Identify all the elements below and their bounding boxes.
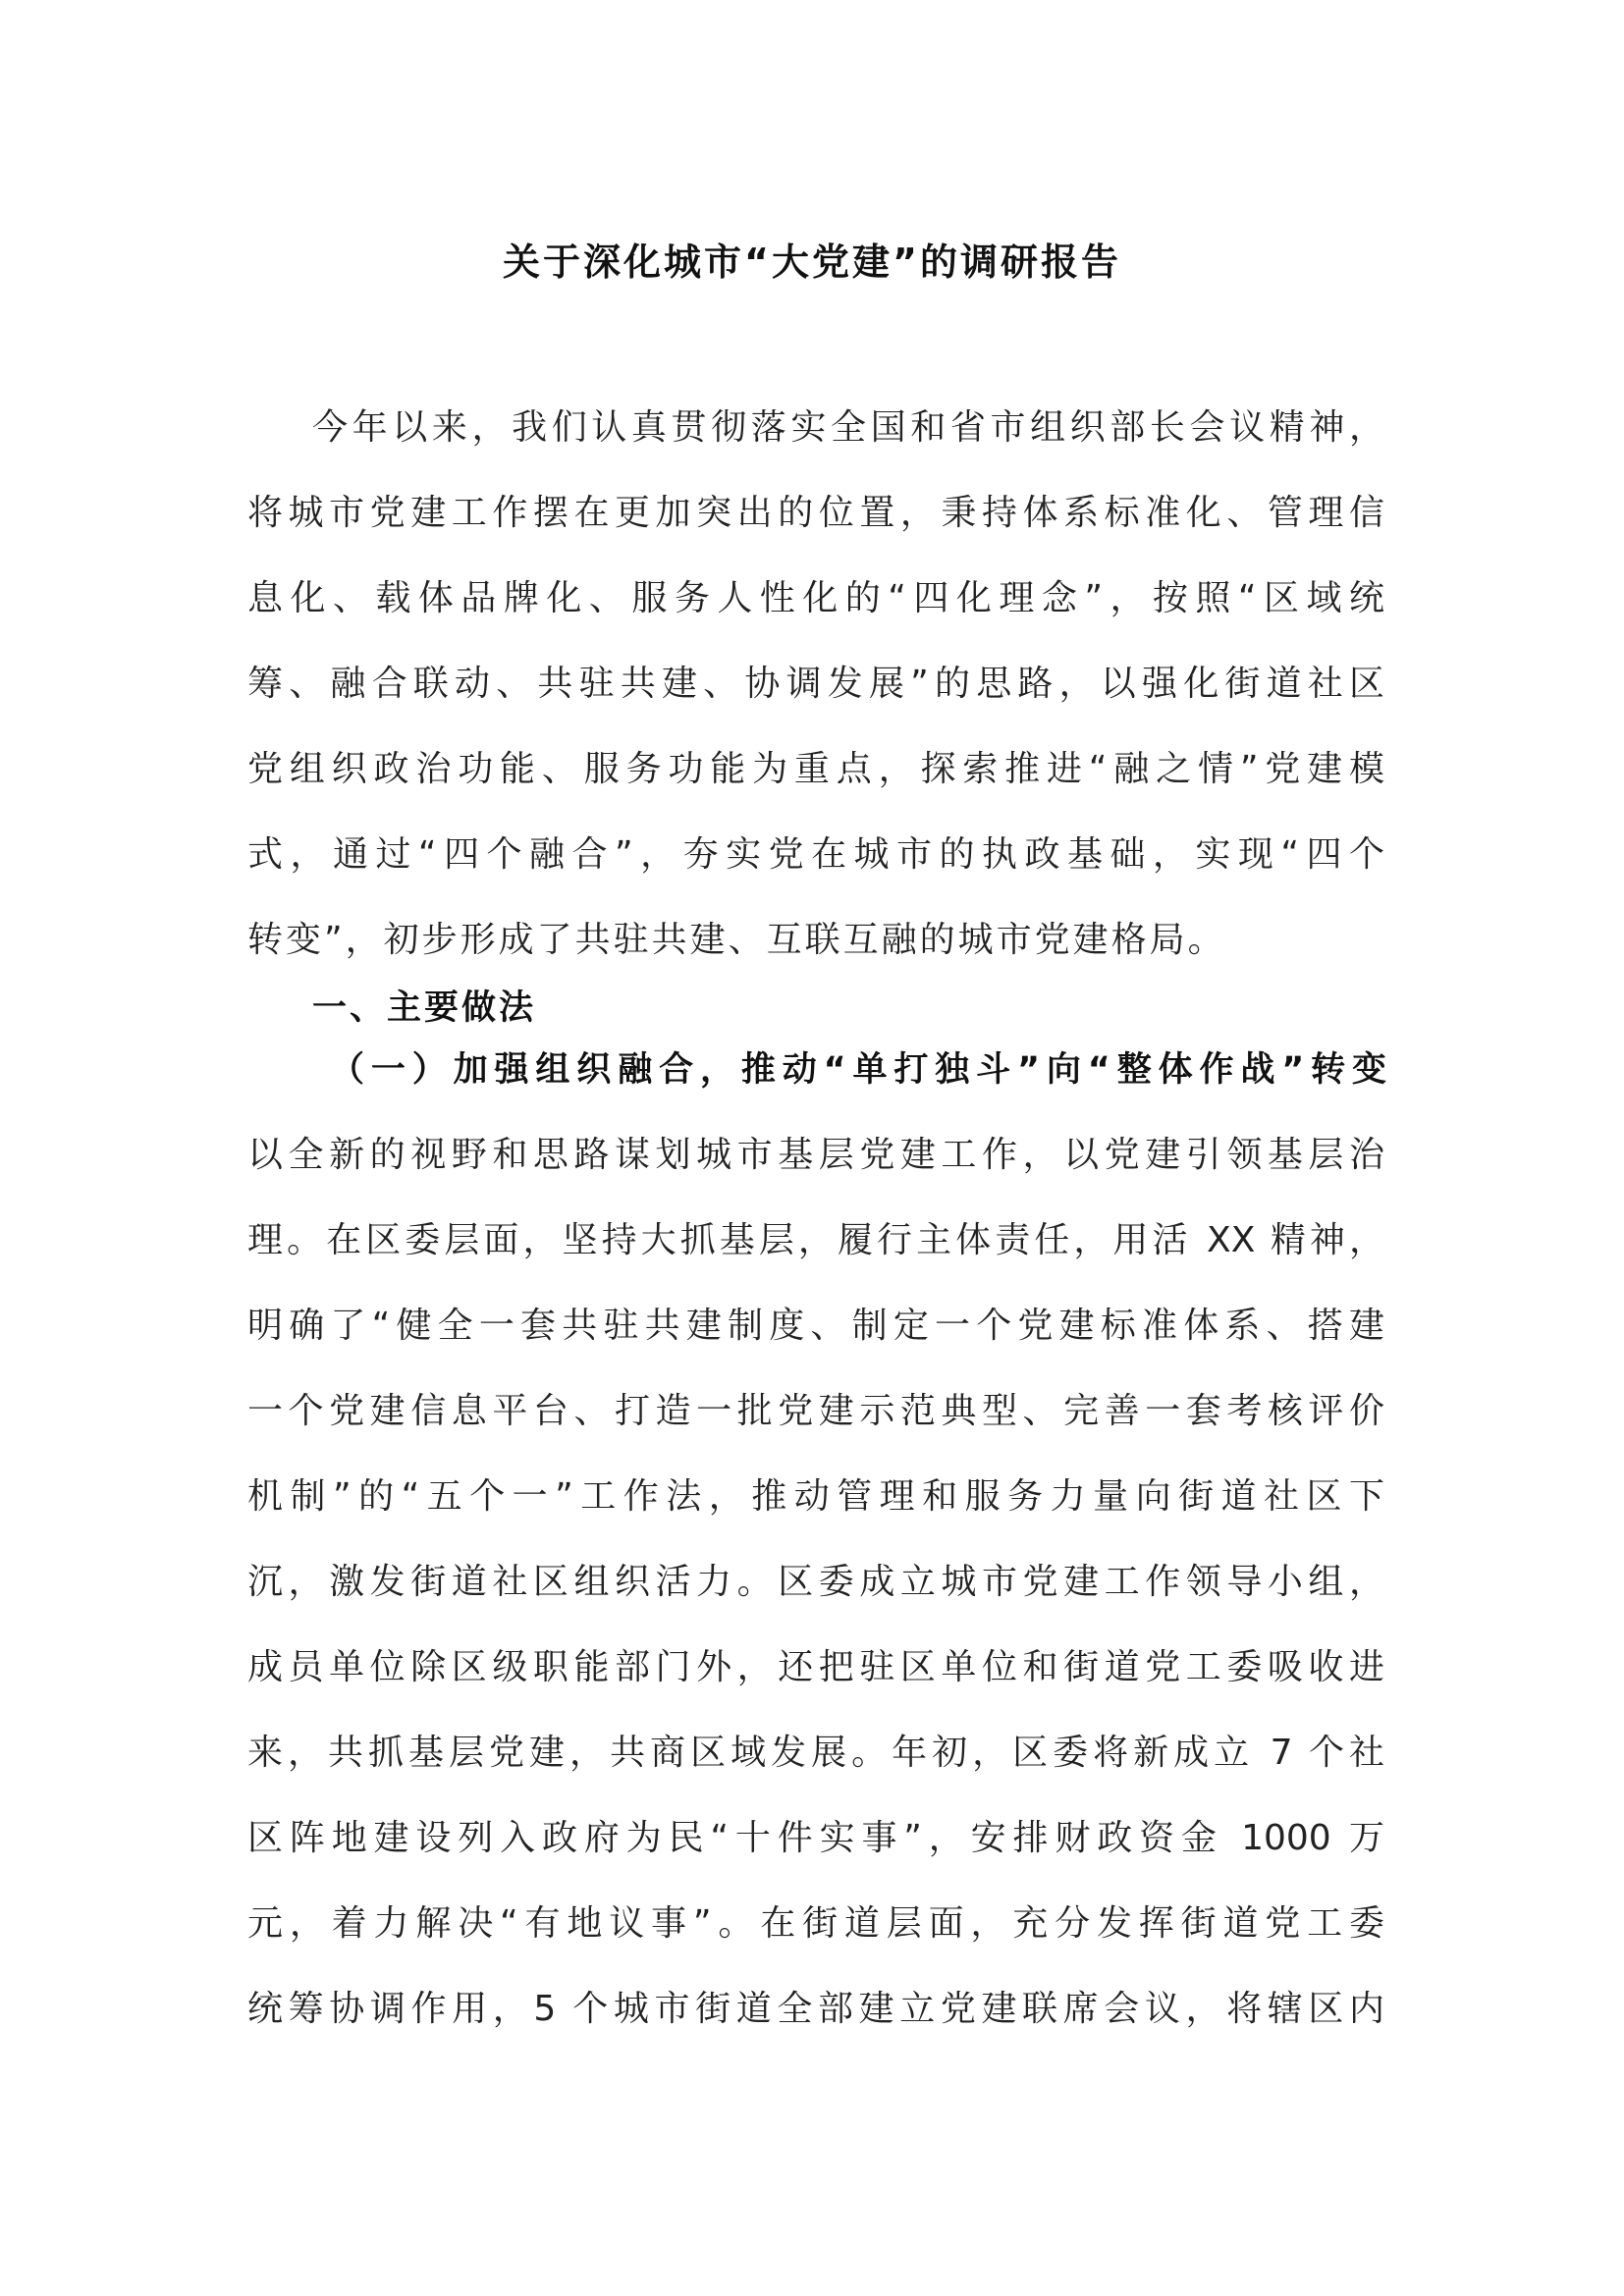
document-title: 关于深化城市“大党建”的调研报告 (503, 240, 1121, 284)
body-line: 来，共抓基层党建，共商区域发展。年初，区委将新成立 7 个社 (247, 1733, 1384, 1773)
body-line: 理。在区委层面，坚持大抓基层，履行主体责任，用活 XX 精神， (247, 1220, 1384, 1260)
intro-line: 今年以来，我们认真贯彻落实全国和省市组织部长会议精神， (312, 407, 1384, 448)
intro-line: 将城市党建工作摆在更加突出的位置，秉持体系标准化、管理信 (247, 493, 1384, 533)
subsection-heading: （一）加强组织融合，推动“单打独斗”向“整体作战”转变 (330, 1050, 1386, 1090)
body-line: 机制”的“五个一”工作法，推动管理和服务力量向街道社区下 (247, 1476, 1384, 1517)
body-line: 元，着力解决“有地议事”。在街道层面，充分发挥街道党工委 (247, 1903, 1384, 1944)
body-line: 统筹协调作用，5 个城市街道全部建立党建联席会议，将辖区内 (247, 1989, 1384, 2029)
intro-line: 式，通过“四个融合”，夯实党在城市的执政基础，实现“四个 (247, 834, 1384, 875)
body-line: 成员单位除区级职能部门外，还把驻区单位和街道党工委吸收进 (247, 1647, 1384, 1687)
body-line: 沉，激发街道社区组织活力。区委成立城市党建工作领导小组， (247, 1562, 1384, 1602)
intro-line: 党组织政治功能、服务功能为重点，探索推进“融之情”党建模 (247, 749, 1384, 789)
section-heading: 一、主要做法 (312, 988, 537, 1028)
intro-line: 筹、融合联动、共驻共建、协调发展”的思路，以强化街道社区 (247, 664, 1384, 704)
intro-line: 转变”，初步形成了共驻共建、互联互融的城市党建格局。 (247, 920, 1226, 960)
intro-line: 息化、载体品牌化、服务人性化的“四化理念”，按照“区域统 (247, 578, 1384, 618)
body-line: 区阵地建设列入政府为民“十件实事”，安排财政资金 1000 万 (247, 1818, 1384, 1858)
body-line: 一个党建信息平台、打造一批党建示范典型、完善一套考核评价 (247, 1391, 1384, 1431)
body-line: 明确了“健全一套共驻共建制度、制定一个党建标准体系、搭建 (247, 1306, 1384, 1346)
body-line: 以全新的视野和思路谋划城市基层党建工作，以党建引领基层治 (247, 1135, 1384, 1175)
